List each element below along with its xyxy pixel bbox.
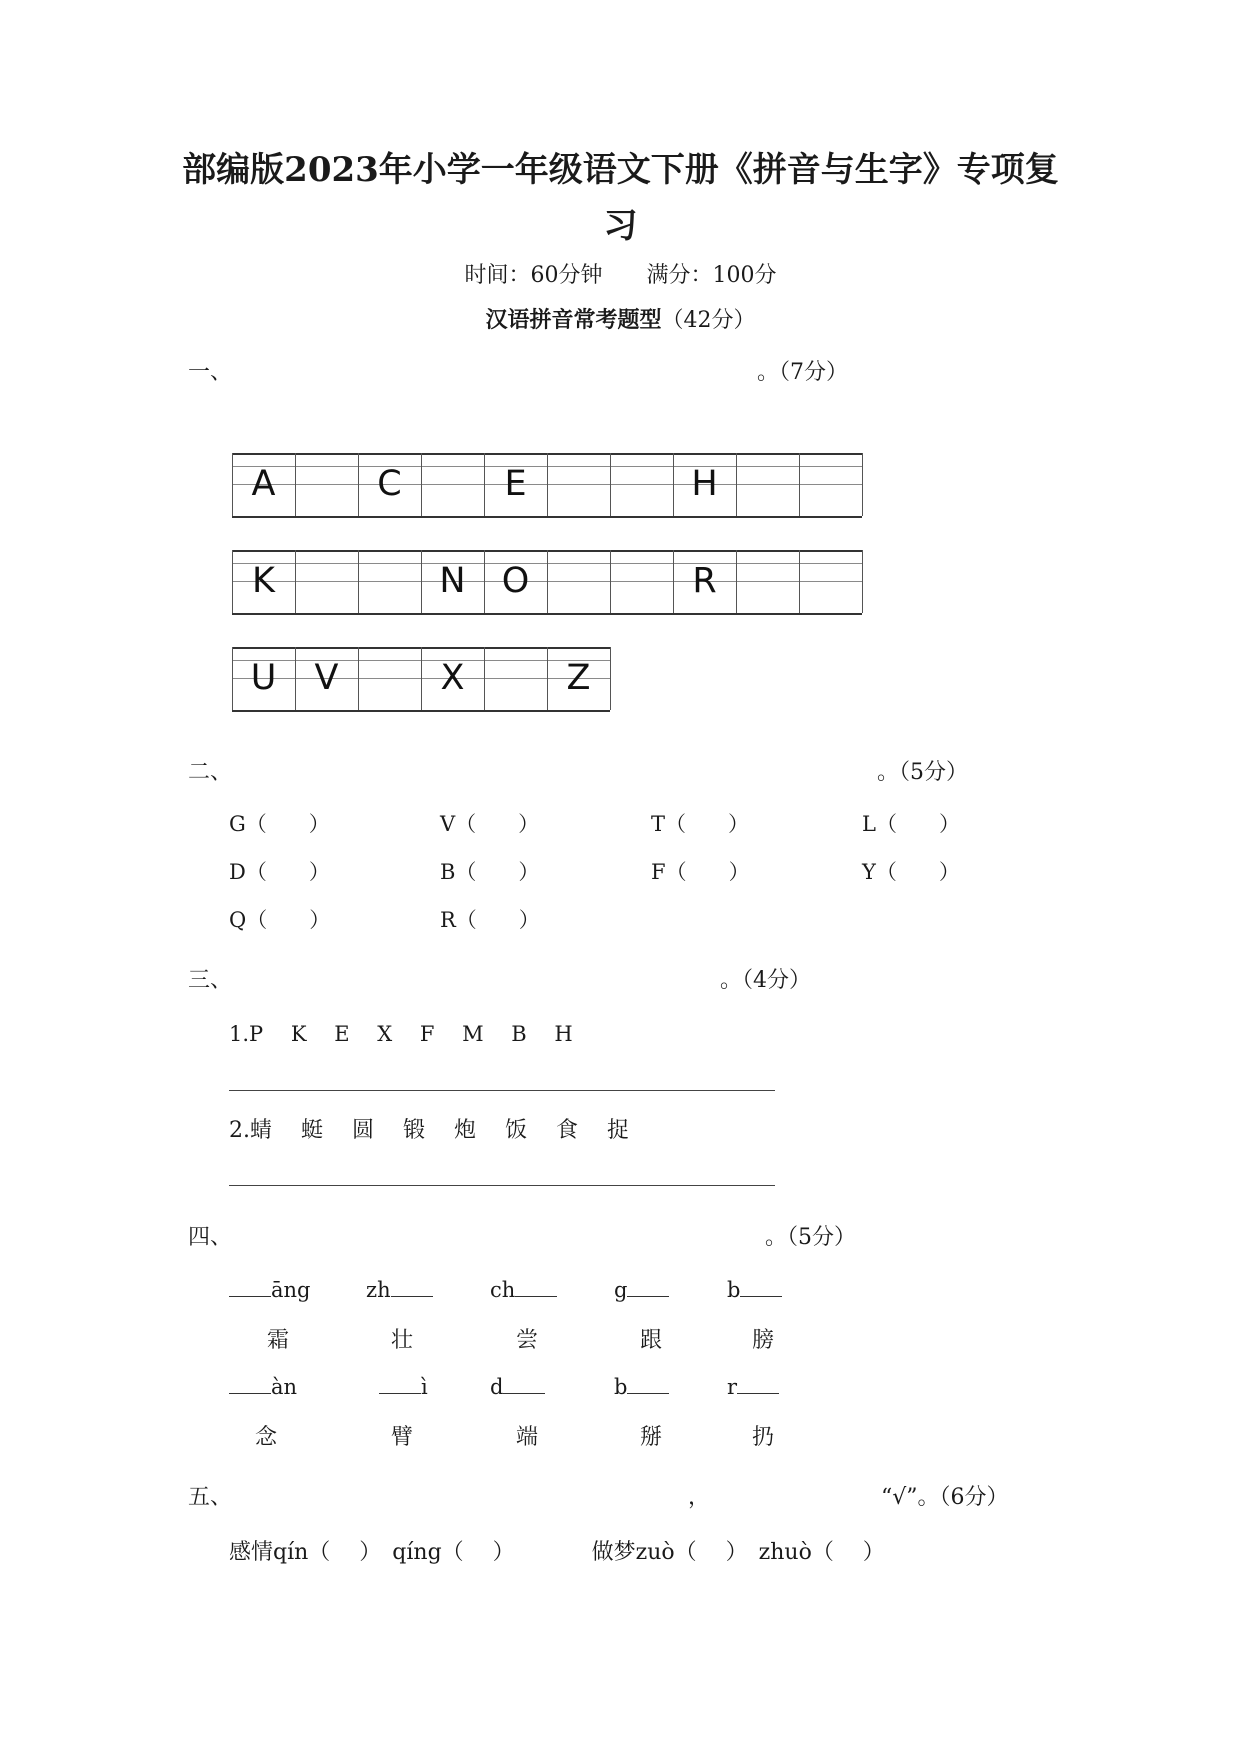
q3-line1: 1.P K E X F M B H — [229, 1022, 573, 1046]
q2-item: T（ ） — [651, 812, 750, 836]
grid-blank-cell[interactable] — [547, 467, 610, 502]
grid-blank-cell[interactable] — [421, 467, 484, 502]
fill-blank[interactable] — [379, 1373, 421, 1394]
q4-pinyin-item: àn — [229, 1373, 297, 1399]
grid-blank-cell[interactable] — [295, 467, 358, 502]
grid-line — [232, 710, 610, 712]
grid-line — [232, 613, 862, 615]
q3-answer-line-1[interactable] — [229, 1090, 775, 1091]
q5-score: “√”。（6分） — [881, 1485, 1009, 1510]
grid-letter: N — [439, 561, 466, 601]
q4-char: 扔 — [752, 1425, 775, 1450]
q2-item: Y（ ） — [862, 860, 960, 884]
grid-letter: K — [252, 561, 275, 601]
grid-blank-cell[interactable] — [799, 467, 862, 502]
grid-letter: U — [250, 658, 277, 698]
q4-char: 臂 — [391, 1425, 414, 1450]
q3-line2: 2.蜻 蜓 圆 锻 炮 饭 食 捉 — [229, 1118, 629, 1143]
q5-line: 感情qín（ ） qíng（ ） 做梦zuò（ ） zhuò（ ） — [229, 1540, 885, 1565]
q4-pinyin-item: b — [727, 1276, 782, 1302]
section-heading-title: 汉语拼音常考题型 — [485, 307, 662, 333]
q2-item: D（ ） — [229, 860, 330, 884]
q2-item: G（ ） — [229, 812, 330, 836]
grid-letter: O — [501, 561, 530, 601]
fill-blank[interactable] — [737, 1373, 779, 1394]
grid-blank-cell[interactable] — [610, 467, 673, 502]
fill-blank[interactable] — [627, 1276, 669, 1297]
q3-answer-line-2[interactable] — [229, 1185, 775, 1186]
q1-score: 。（7分） — [757, 360, 848, 385]
fill-blank[interactable] — [391, 1276, 433, 1297]
q2-score: 。（5分） — [877, 760, 968, 785]
q4-pinyin-item: d — [490, 1373, 545, 1399]
grid-divider — [862, 550, 863, 613]
q1-writing-grid-row1 — [232, 453, 862, 516]
grid-line — [232, 516, 862, 518]
grid-blank-cell[interactable] — [484, 661, 547, 696]
grid-letter: C — [377, 464, 402, 504]
grid-blank-cell[interactable] — [736, 564, 799, 599]
q2-item: Q（ ） — [229, 908, 331, 932]
section-heading — [0, 303, 1241, 334]
section-heading-score: （42分） — [661, 308, 756, 333]
q4-pinyin-item: g — [614, 1276, 669, 1302]
q1-number: 一、 — [188, 360, 233, 385]
q2-item: V（ ） — [440, 812, 540, 836]
q3-number: 三、 — [188, 968, 233, 993]
q4-char: 念 — [255, 1425, 278, 1450]
q5-number: 五、 — [188, 1485, 233, 1510]
q4-score: 。（5分） — [765, 1225, 856, 1250]
q2-item: R（ ） — [440, 908, 540, 932]
fill-blank[interactable] — [515, 1276, 557, 1297]
grid-letter: E — [504, 464, 527, 504]
q4-char: 壮 — [391, 1328, 414, 1353]
page-title-line1: 部编版2023年小学一年级语文下册《拼音与生字》专项复 — [182, 150, 1059, 190]
page-title-line2: 习 — [603, 206, 638, 246]
q4-char: 霜 — [267, 1328, 290, 1353]
q4-pinyin-item: zh — [366, 1276, 433, 1302]
grid-letter: V — [314, 658, 339, 698]
grid-letter: R — [692, 561, 717, 601]
q4-pinyin-item: r — [727, 1373, 779, 1399]
q2-item: B（ ） — [440, 860, 540, 884]
fill-blank[interactable] — [740, 1276, 782, 1297]
grid-divider — [862, 453, 863, 516]
grid-blank-cell[interactable] — [547, 564, 610, 599]
fill-blank[interactable] — [627, 1373, 669, 1394]
exam-meta: 时间：60分钟 满分：100分 — [464, 263, 777, 288]
fill-blank[interactable] — [229, 1373, 271, 1394]
q4-pinyin-item: b — [614, 1373, 669, 1399]
grid-blank-cell[interactable] — [295, 564, 358, 599]
grid-blank-cell[interactable] — [358, 564, 421, 599]
q4-number: 四、 — [188, 1225, 233, 1250]
q4-pinyin-item: ì — [379, 1373, 428, 1399]
q5-comma: ， — [688, 1485, 711, 1510]
grid-divider — [610, 647, 611, 710]
q4-char: 尝 — [516, 1328, 539, 1353]
q1-writing-grid-row3 — [232, 647, 610, 710]
grid-blank-cell[interactable] — [736, 467, 799, 502]
q2-item: L（ ） — [862, 812, 960, 836]
q4-pinyin-item: āng — [229, 1276, 311, 1302]
fill-blank[interactable] — [229, 1276, 271, 1297]
q4-char: 端 — [516, 1425, 539, 1450]
grid-letter: Z — [566, 658, 591, 698]
q4-pinyin-item: ch — [490, 1276, 557, 1302]
grid-letter: A — [251, 464, 276, 504]
grid-letter: H — [691, 464, 718, 504]
grid-blank-cell[interactable] — [358, 661, 421, 696]
q4-char: 掰 — [640, 1425, 663, 1450]
q4-char: 膀 — [752, 1328, 775, 1353]
grid-blank-cell[interactable] — [610, 564, 673, 599]
q2-number: 二、 — [188, 760, 233, 785]
grid-letter: X — [440, 658, 465, 698]
q1-writing-grid-row2 — [232, 550, 862, 613]
q4-char: 跟 — [640, 1328, 663, 1353]
fill-blank[interactable] — [503, 1373, 545, 1394]
grid-blank-cell[interactable] — [799, 564, 862, 599]
q3-score: 。（4分） — [720, 968, 811, 993]
q2-item: F（ ） — [651, 860, 750, 884]
